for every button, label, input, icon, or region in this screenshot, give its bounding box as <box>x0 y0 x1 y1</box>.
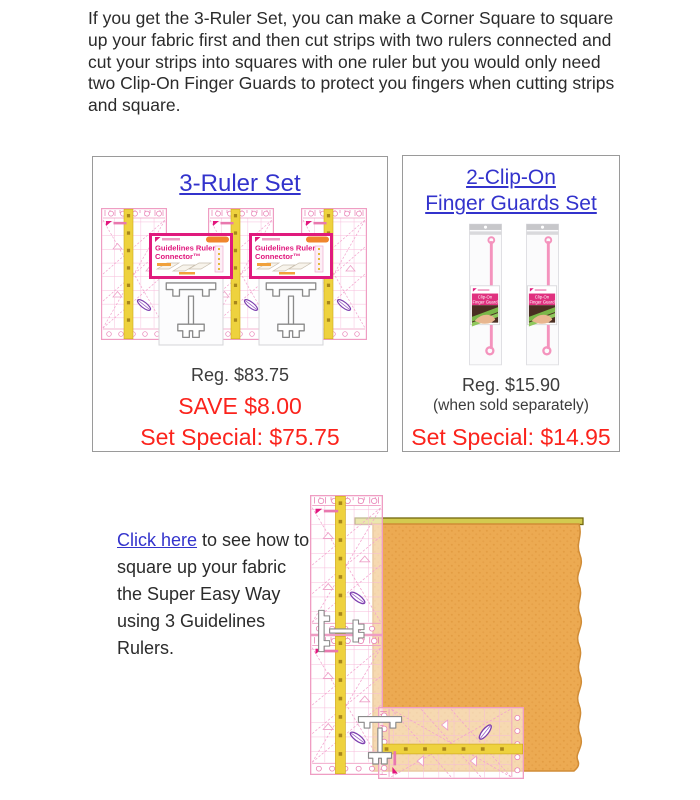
finger-guard-package-graphic <box>526 222 559 367</box>
howto-text-after-link: to see how to square up your fabric the Super Easy Way using 3 Guidelines Rulers. <box>117 530 310 658</box>
product-card-finger-guards <box>402 155 620 452</box>
ruler-set-save-amount: SAVE $8.00 <box>178 393 302 419</box>
ruler-set-reg-price: Reg. $83.75 <box>190 365 290 385</box>
finger-guards-link-line1: 2-Clip-On <box>466 166 556 189</box>
finger-guards-product-image <box>403 220 619 368</box>
ruler-set-special-price: Set Special: $75.75 <box>140 424 340 450</box>
finger-guards-note: (when sold separately) <box>433 397 589 414</box>
ruler-set-product-image <box>93 203 387 353</box>
finger-guards-special-price: Set Special: $14.95 <box>411 424 611 450</box>
finger-guards-reg-price: Reg. $15.90 <box>461 375 561 395</box>
intro-paragraph: If you get the 3-Ruler Set, you can make a Corner Square to square up your fabric first and then cut strips with two rulers connected and cut your strips into squares with one ruler but you would only need two Clip-On Finger Guards to protect you fingers when cutting strips and square. <box>88 8 615 116</box>
square-up-illustration <box>303 487 663 795</box>
product-card-ruler-set <box>92 156 388 452</box>
click-here-link[interactable]: Click here <box>117 530 198 550</box>
connector-package-graphic <box>149 233 233 347</box>
connector-package-graphic <box>249 233 333 347</box>
finger-guard-package-graphic <box>469 222 502 367</box>
howto-paragraph <box>117 527 313 662</box>
finger-guards-link[interactable] <box>425 165 597 217</box>
ruler-set-link[interactable]: 3-Ruler Set <box>179 170 301 197</box>
finger-guards-link-line2: Finger Guards Set <box>425 192 597 215</box>
